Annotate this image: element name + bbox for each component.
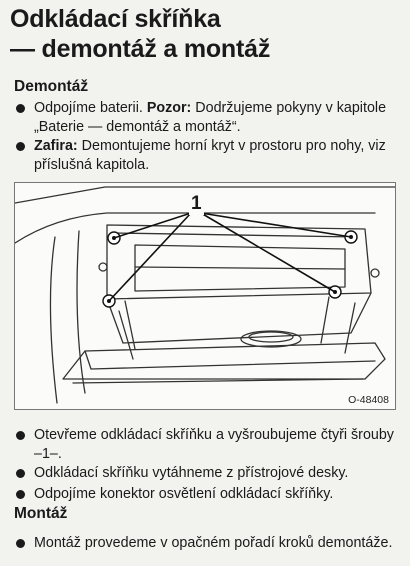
bullet-icon	[16, 142, 25, 151]
heading-demontaz: Demontáž	[14, 78, 89, 95]
glovebox-illustration	[14, 182, 396, 410]
bullet-icon	[16, 539, 25, 548]
bullet-icon	[16, 469, 25, 478]
page-title	[10, 4, 270, 64]
item-text: Odkládací skříňku vytáhneme z přístrojové desky.	[34, 465, 349, 481]
list-item-remove-screws	[14, 426, 402, 463]
title-line-1: Odkládací skříňka	[10, 5, 221, 33]
list-item-disconnect-battery	[14, 99, 402, 136]
item-text: Demontujeme horní kryt v prostoru pro nohy, viz příslušná kapitola.	[34, 138, 386, 173]
item-text: Odpojíme baterii.	[34, 100, 147, 116]
bullet-icon	[16, 104, 25, 113]
item-text-rest: Dodržujeme pokyny v kapitole „Baterie — demontáž a montáž“.	[34, 100, 387, 135]
callout-number: 1	[191, 193, 202, 214]
title-line-2: — demontáž a montáž	[10, 35, 271, 63]
bullet-icon	[16, 490, 25, 499]
item-text: Odpojíme konektor osvětlení odkládací skříňky.	[34, 486, 334, 502]
list-item-pull-out-glovebox	[14, 464, 402, 483]
list-item-reassembly	[14, 534, 402, 553]
item-text: Otevřeme odkládací skříňku a vyšroubujeme čtyři šrouby –1–.	[34, 427, 394, 462]
warning-label: Pozor:	[146, 100, 192, 116]
bullet-icon	[16, 431, 25, 440]
list-item-zafira	[14, 137, 402, 174]
model-label: Zafira:	[34, 138, 78, 154]
figure-code: O-48408	[348, 394, 389, 406]
list-item-disconnect-connector	[14, 485, 402, 504]
glovebox-drawing	[15, 183, 395, 409]
heading-montaz: Montáž	[14, 505, 68, 522]
item-text: Montáž provedeme v opačném pořadí kroků demontáže.	[34, 535, 393, 551]
